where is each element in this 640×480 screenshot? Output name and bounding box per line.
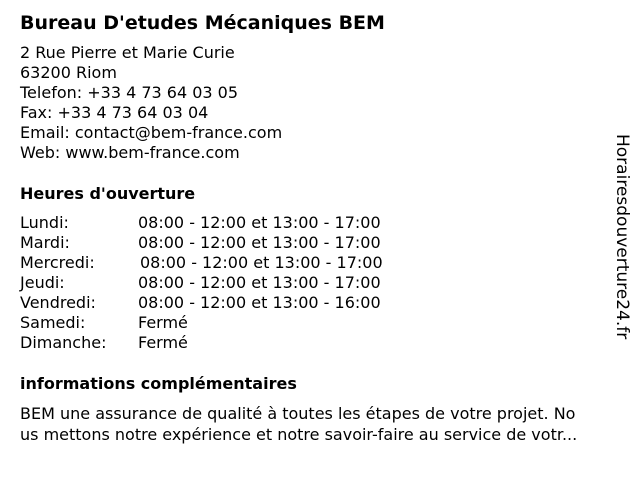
phone-number: Telefon: +33 4 73 64 03 05	[20, 83, 239, 102]
time-value: 08:00 - 12:00 et 13:00 - 17:00	[138, 233, 381, 252]
site-watermark: Horairesdouverture24.fr	[612, 134, 632, 340]
business-name: Bureau D'etudes Mécaniques BEM	[20, 12, 385, 34]
address-city: 63200 Riom	[20, 63, 117, 82]
info-text-line-1: BEM une assurance de qualité à toutes les étapes de votre projet. No	[20, 404, 576, 423]
day-label: Jeudi:	[20, 273, 65, 292]
day-label: Dimanche:	[20, 333, 107, 352]
fax-number: Fax: +33 4 73 64 03 04	[20, 103, 209, 122]
time-value: 08:00 - 12:00 et 13:00 - 17:00	[138, 213, 381, 232]
email-address: Email: contact@bem-france.com	[20, 123, 283, 142]
day-label: Vendredi:	[20, 293, 96, 312]
contact-block	[20, 43, 282, 163]
website-address: Web: www.bem-france.com	[20, 143, 240, 162]
time-value: Fermé	[138, 313, 188, 332]
info-text-line-2: us mettons notre expérience et notre savoir-faire au service de votr...	[20, 425, 578, 444]
day-label: Lundi:	[20, 213, 69, 232]
time-value: 08:00 - 12:00 et 13:00 - 17:00	[138, 273, 381, 292]
time-value: 08:00 - 12:00 et 13:00 - 17:00	[140, 253, 383, 272]
additional-info-heading: informations complémentaires	[20, 374, 297, 393]
day-label: Samedi:	[20, 313, 86, 332]
additional-info-text	[20, 403, 625, 445]
time-value: 08:00 - 12:00 et 13:00 - 16:00	[138, 293, 381, 312]
address-street: 2 Rue Pierre et Marie Curie	[20, 43, 235, 62]
day-label: Mercredi:	[20, 253, 95, 272]
time-value: Fermé	[138, 333, 188, 352]
opening-hours-heading: Heures d'ouverture	[20, 184, 196, 203]
day-label: Mardi:	[20, 233, 70, 252]
